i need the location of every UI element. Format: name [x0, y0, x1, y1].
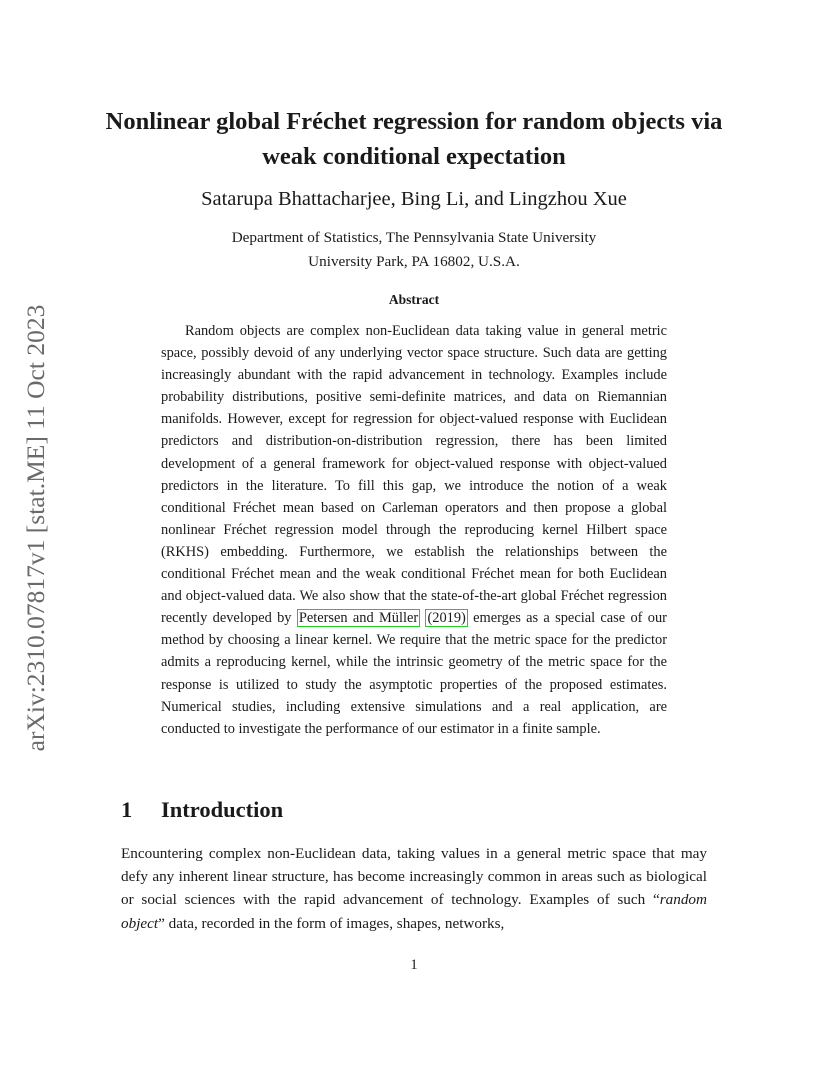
abstract-text — [161, 320, 667, 740]
citation-year: (2019) — [427, 610, 466, 627]
intro-text-part-2: ” data, recorded in the form of images, shapes, networks, — [158, 914, 505, 932]
citation-year-link[interactable] — [425, 609, 467, 627]
paper-title: Nonlinear global Fréchet regression for random objects via weak conditional expectation — [105, 108, 723, 170]
section-heading — [121, 794, 721, 826]
abstract-text-part-2: emerges as a special case of our method by choosing a linear kernel. We require that the metric space for the predictor admits a reproducing kernel, while the intrinsic geometry of the metric space for the response is utilized to study the asymptotic properties of the proposed estimates. Numerical studies, including extensive simulations and a real application, are conducted to investigate the performance of our estimator in a finite sample. — [161, 610, 667, 737]
arxiv-identifier: arXiv:2310.07817v1 [stat.ME] 11 Oct 2023 — [21, 304, 50, 752]
affiliation — [100, 226, 728, 274]
page-number: 1 — [410, 957, 418, 973]
section-number: 1 — [121, 797, 133, 822]
intro-text-part-1: Encountering complex non-Euclidean data, taking values in a general metric space that may defy any inherent linear structure, has become increasingly common in areas such as biological or social sciences with the rapid advancement of technology. Examples of such “ — [121, 845, 707, 909]
section-title: Introduction — [161, 797, 284, 822]
introduction-text — [121, 842, 707, 935]
abstract-text-part-1: Random objects are complex non-Euclidean data taking value in general metric space, possibly devoid of any underlying vector space structure. Such data are getting increasingly abundant with the rapid advancement in technology. Examples include probability distributions, positive semi-definite matrices, and data on Riemannian manifolds. However, except for regression for object-valued response with Euclidean predictors and distribution-on-distribution regression, there has been limited development of a general framework for object-valued response with object-valued predictors in the literature. To fill this gap, we introduce the notion of a weak conditional Fréchet mean based on Carleman operators and then propose a global nonlinear Fréchet regression model through the reproducing kernel Hilbert space (RKHS) embedding. Furthermore, we establish the relationships between the conditional Fréchet mean and the weak conditional Fréchet mean for both Euclidean and object-valued data. We also show that the state-of-the-art global Fréchet regression recently developed by — [161, 323, 667, 627]
affiliation-line-1: Department of Statistics, The Pennsylvania State University — [231, 229, 597, 246]
intro-emphasis: random object — [121, 891, 707, 932]
affiliation-line-2: University Park, PA 16802, U.S.A. — [308, 253, 520, 270]
author-list: Satarupa Bhattacharjee, Bing Li, and Lingzhou Xue — [201, 188, 627, 210]
citation-link[interactable] — [297, 609, 420, 627]
abstract-heading: Abstract — [388, 292, 440, 307]
arxiv-sidebar — [20, 282, 52, 774]
citation-authors: Petersen and Müller — [298, 610, 419, 627]
